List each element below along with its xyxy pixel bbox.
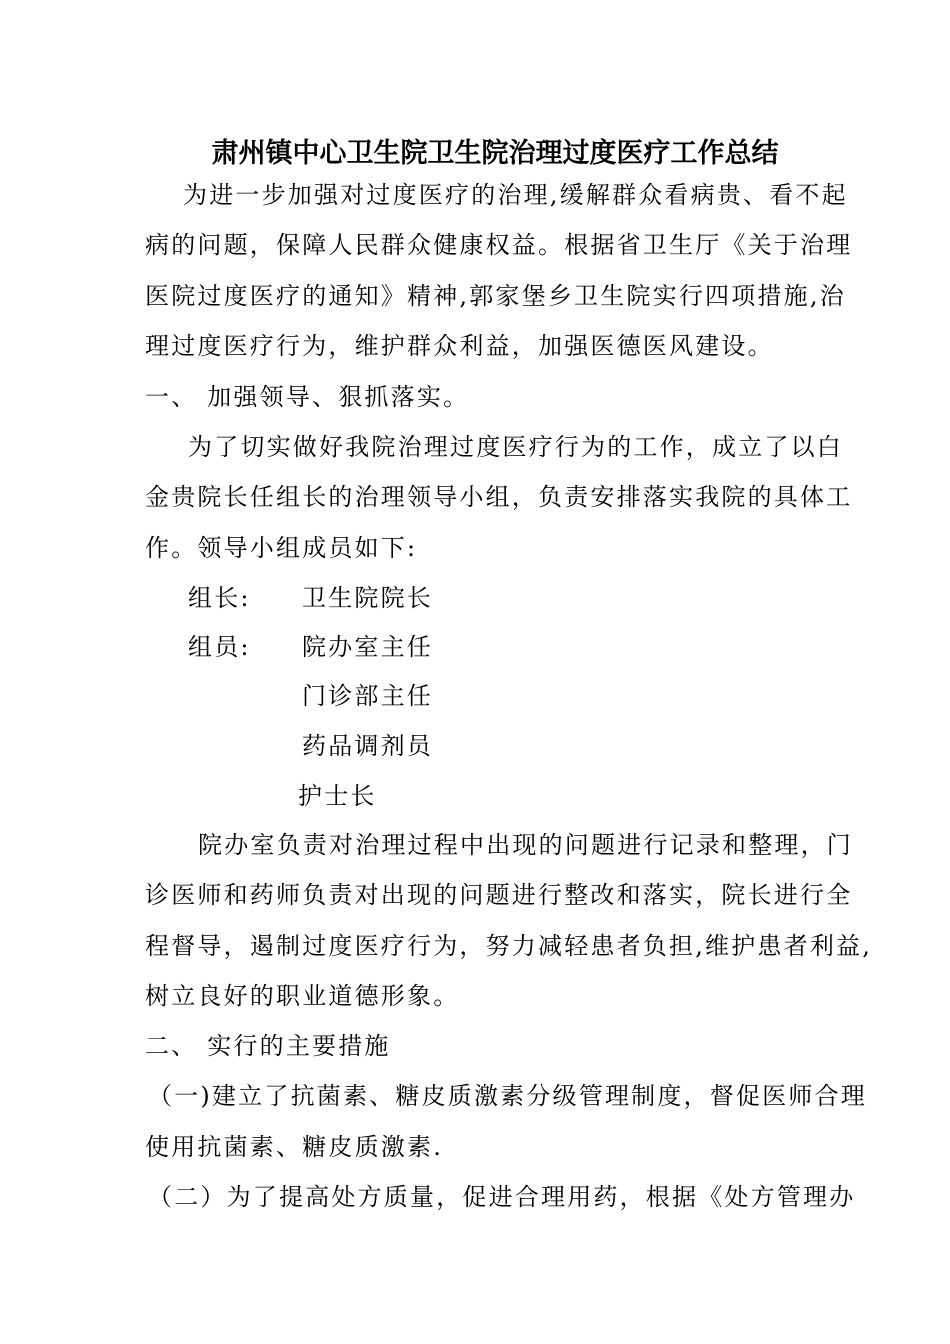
paragraph-line: 为进一步加强对过度医疗的治理,缓解群众看病贵、看不起 (183, 181, 848, 209)
leader-label: 组长: (188, 584, 251, 612)
paragraph-line: 使用抗菌素、糖皮质激素. (145, 1133, 444, 1161)
paragraph-line: 院办室负责对治理过程中出现的问题进行记录和整理，门 (198, 831, 853, 859)
paragraph-line: 理过度医疗行为，维护群众利益，加强医德医风建设。 (145, 332, 774, 360)
paragraph-line: 医院过度医疗的通知》精神,郭家堡乡卫生院实行四项措施,治 (145, 282, 846, 310)
section-heading-1: 一、 加强领导、狠抓落实。 (145, 383, 470, 411)
member-role: 院办室主任 (302, 633, 433, 661)
member-row (188, 632, 433, 662)
paragraph-line: 为了切实做好我院治理过度医疗行为的工作，成立了以白 (188, 433, 843, 461)
member-role: 药品调剂员 (302, 732, 433, 760)
leader-role: 卫生院院长 (302, 584, 433, 612)
paragraph-line: 程督导，遏制过度医疗行为，努力减轻患者负担,维护患者利益, (145, 932, 873, 960)
paragraph-line: 病的问题，保障人民群众健康权益。根据省卫生厅《关于治理 (145, 231, 853, 259)
document-title: 肃州镇中心卫生院卫生院治理过度医疗工作总结 (211, 138, 779, 169)
member-label: 组员: (188, 633, 251, 661)
paragraph-line: 诊医师和药师负责对出现的问题进行整改和落实，院长进行全 (145, 881, 853, 909)
member-row-leader (188, 583, 433, 613)
member-role: 护士长 (298, 782, 377, 810)
paragraph-line: 金贵院长任组长的治理领导小组，负责安排落实我院的具体工 (145, 483, 853, 511)
section-heading-2: 二、 实行的主要措施 (145, 1032, 391, 1060)
paragraph-line: 树立良好的职业道德形象。 (145, 982, 460, 1010)
member-role: 门诊部主任 (302, 682, 433, 710)
paragraph-line: （二）为了提高处方质量，促进合理用药，根据《处方管理办 (148, 1183, 856, 1211)
paragraph-line: 作。领导小组成员如下: (145, 534, 418, 562)
paragraph-line: （一)建立了抗菌素、糖皮质激素分级管理制度，督促医师合理 (148, 1082, 867, 1110)
